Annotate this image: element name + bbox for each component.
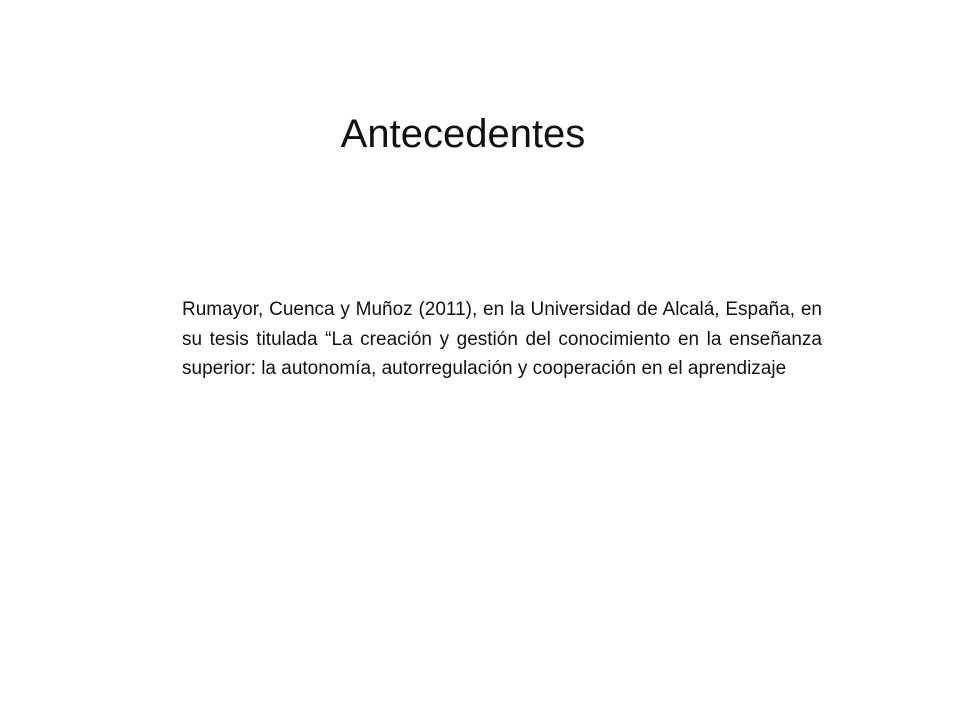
slide-title: Antecedentes <box>340 112 586 156</box>
slide-body-text: Rumayor, Cuenca y Muñoz (2011), en la Universidad de Alcalá, España, en su tesis titulada “La creación y gestión del conocimiento en la enseñanza superior: la autonomía, autorregulación y cooperación en el aprendizaje <box>182 299 822 379</box>
